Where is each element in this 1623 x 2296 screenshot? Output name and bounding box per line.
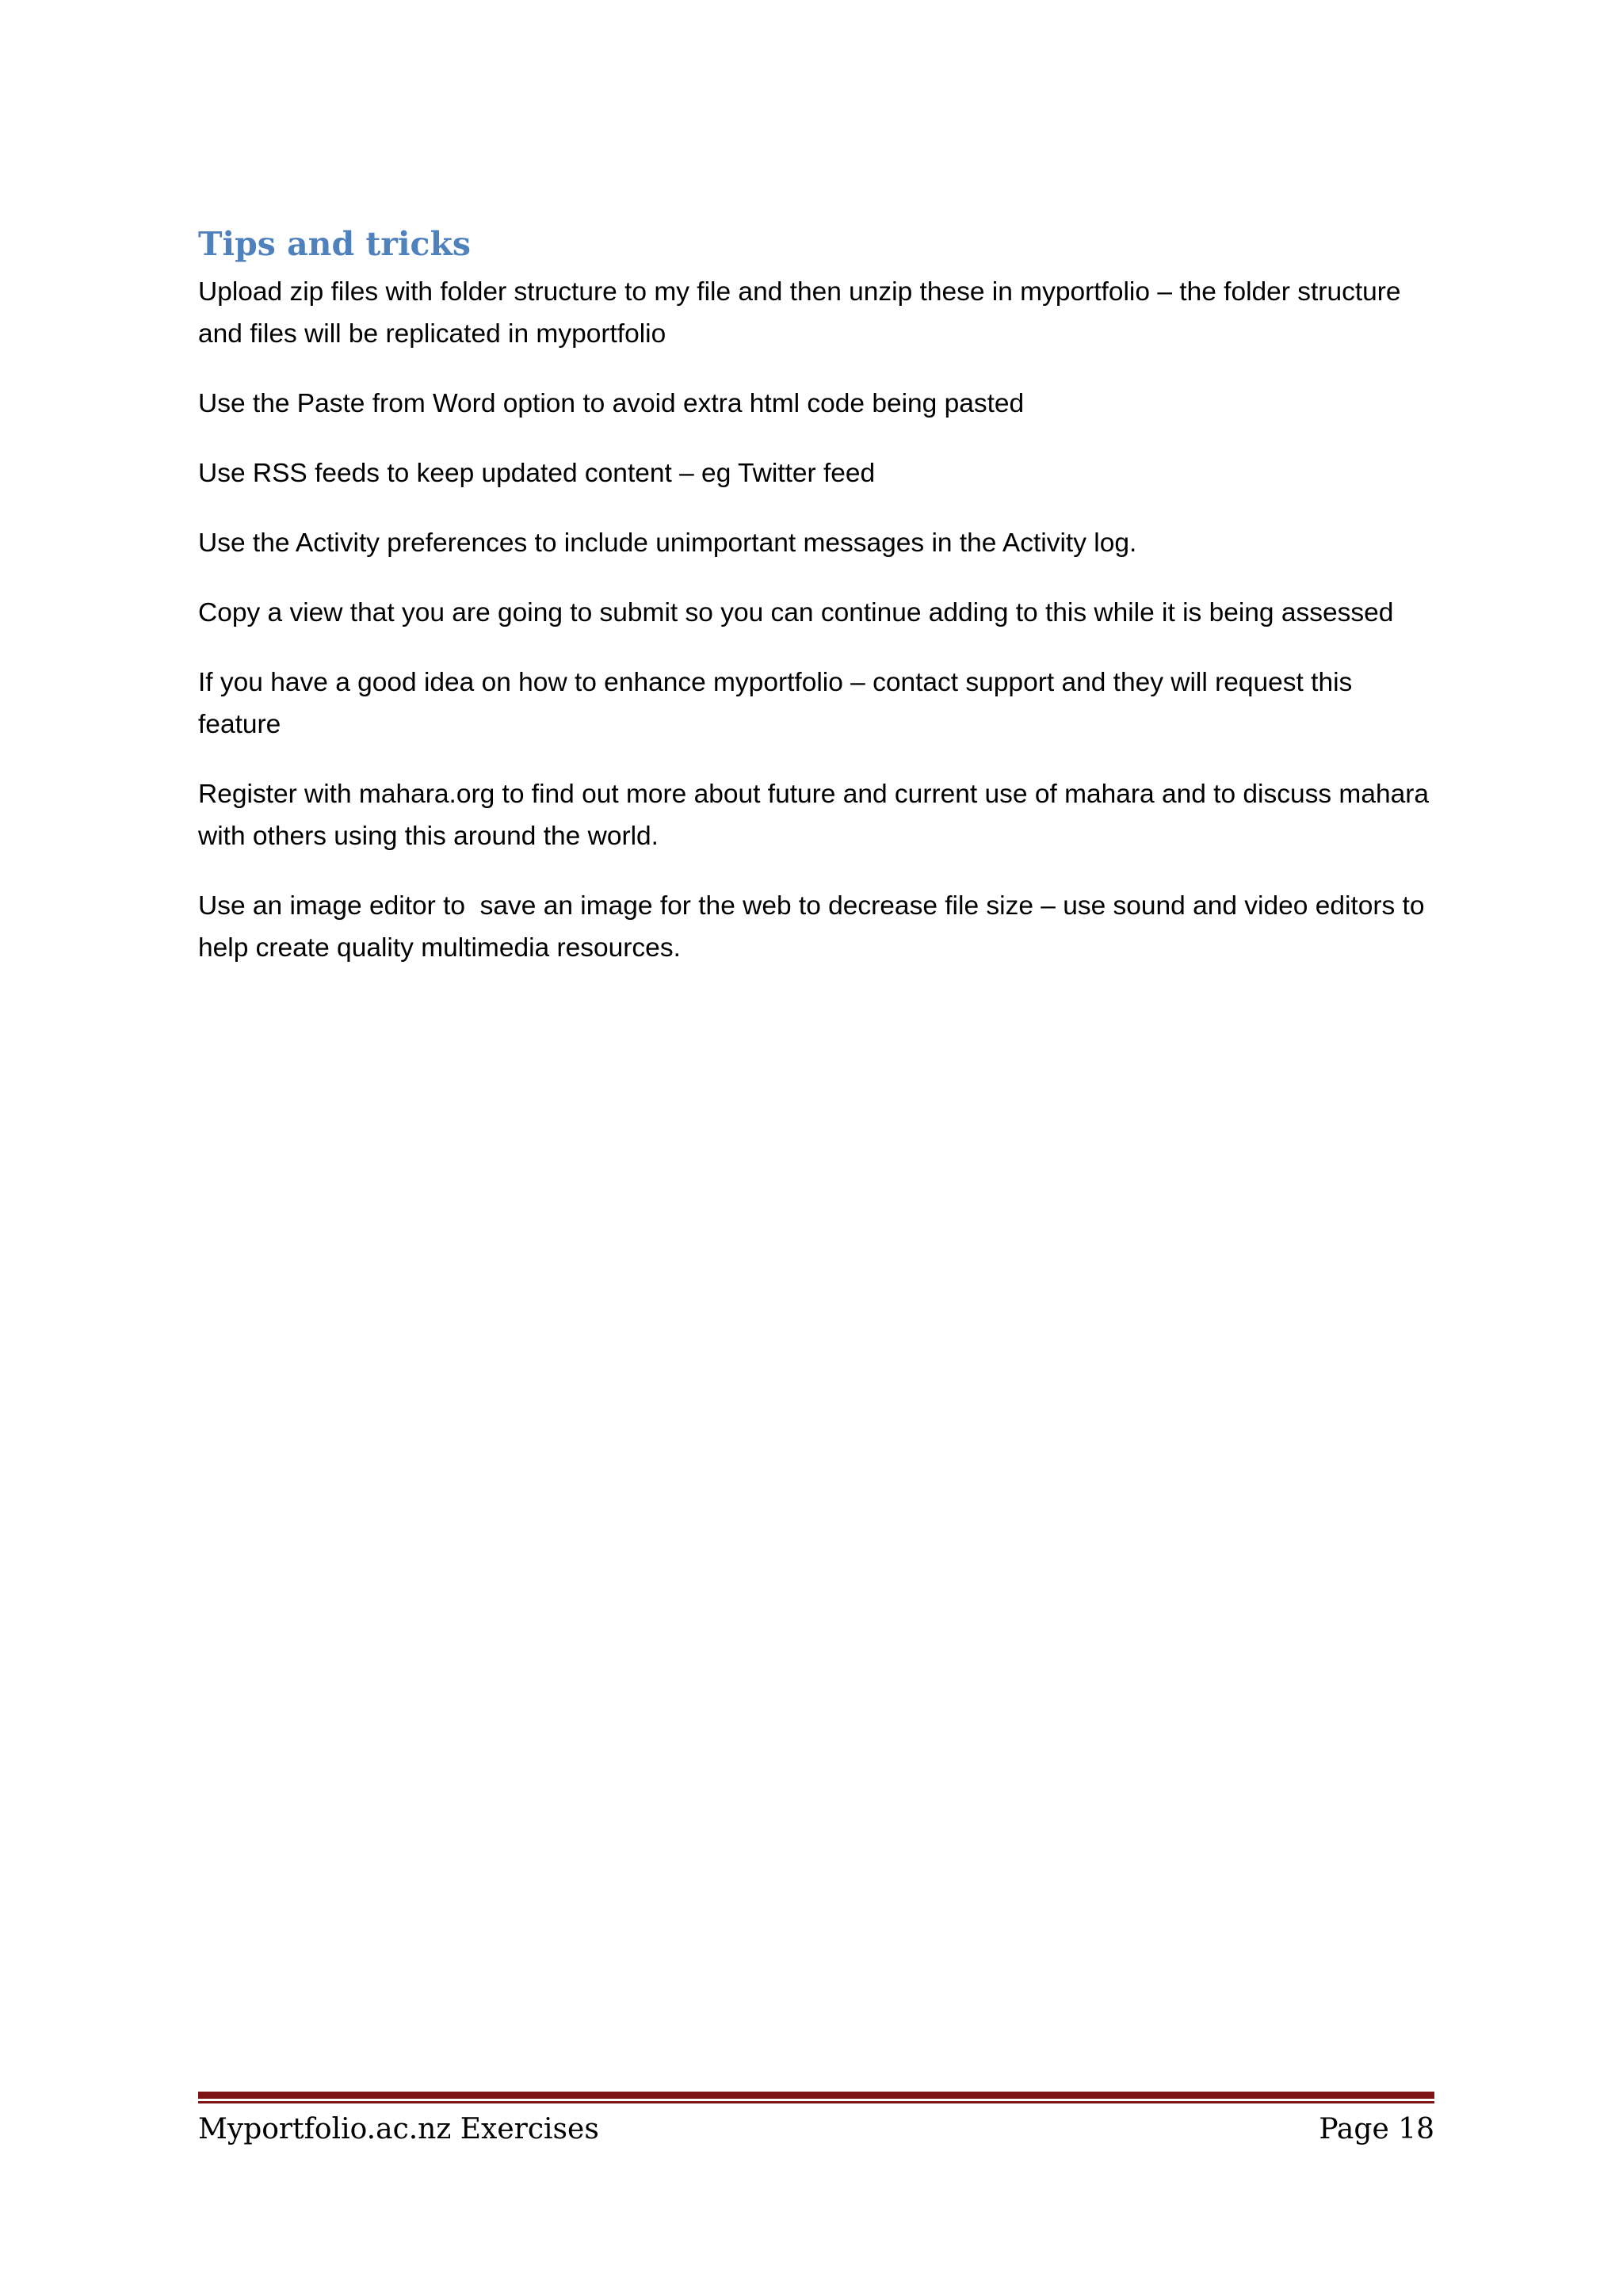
paragraph: Use the Activity preferences to include unimportant messages in the Activity log.	[198, 528, 1137, 558]
footer-rule	[198, 2092, 1434, 2099]
paragraph: Upload zip files with folder structure to my file and then unzip these in myportfolio – the folder structure and files will be replicated in myportfolio	[198, 277, 1408, 349]
section-heading: Tips and tricks	[198, 225, 471, 263]
paragraph: Use RSS feeds to keep updated content – eg Twitter feed	[198, 459, 876, 488]
paragraph: If you have a good idea on how to enhance myportfolio – contact support and they will request this feature	[198, 668, 1360, 739]
paragraph: Copy a view that you are going to submit so you can continue adding to this while it is being assessed	[198, 598, 1394, 627]
page-footer	[198, 2107, 1434, 2152]
page-content	[198, 222, 1437, 997]
paragraph: Use an image editor to save an image for the web to decrease file size – use sound and video editors to help create quality multimedia resources.	[198, 891, 1432, 963]
paragraph: Register with mahara.org to find out more about future and current use of mahara and to discuss mahara with others using this around the world.	[198, 780, 1437, 851]
footer-rule-thin	[198, 2101, 1434, 2103]
footer-title: Myportfolio.ac.nz Exercises	[198, 2113, 599, 2145]
page-number: Page 18	[1319, 2113, 1434, 2145]
paragraph: Use the Paste from Word option to avoid extra html code being pasted	[198, 389, 1025, 418]
